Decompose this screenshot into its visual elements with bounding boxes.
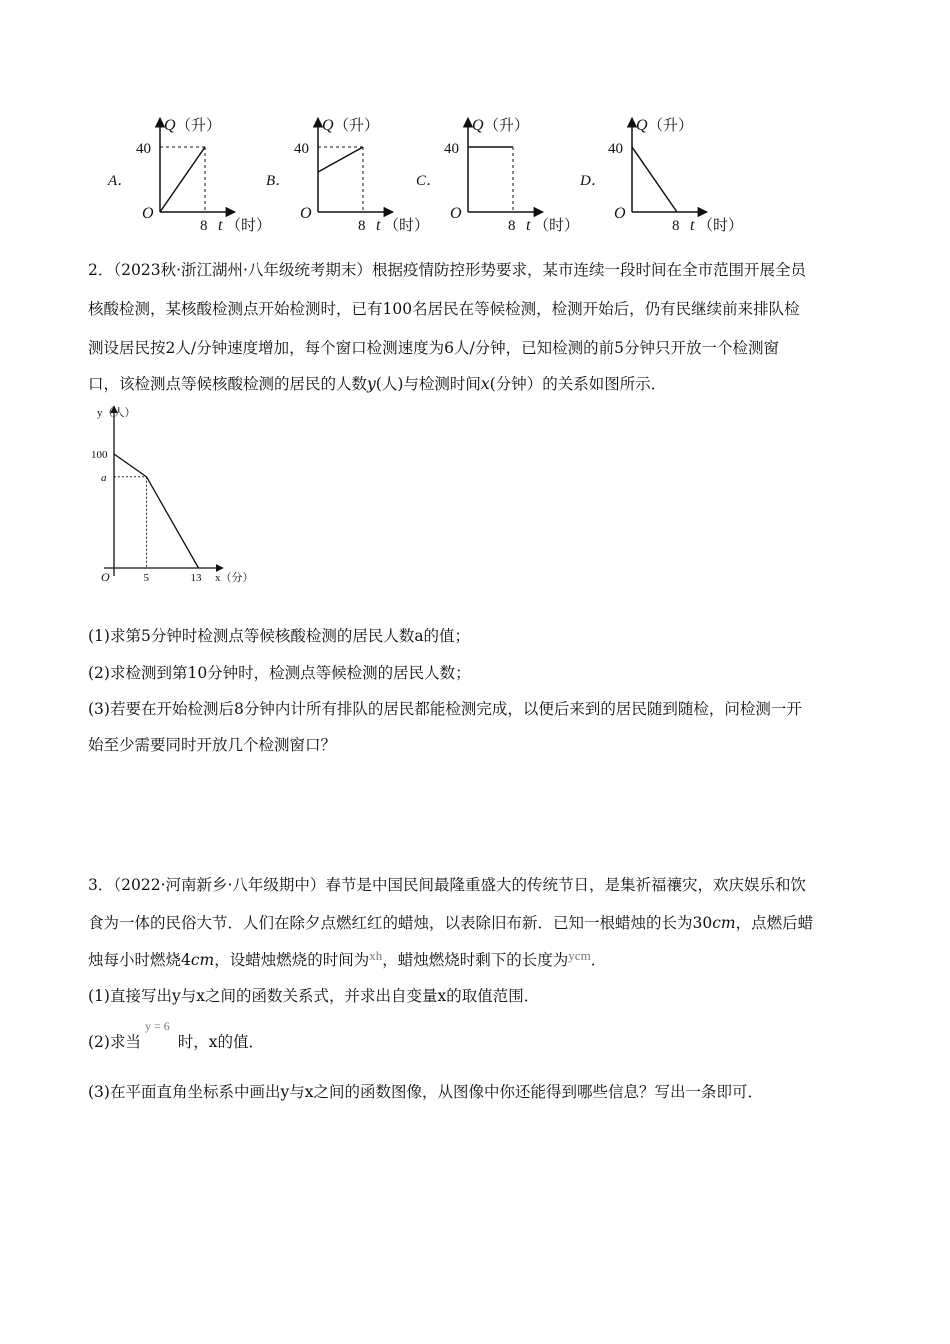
option-c-origin: O [450,205,462,222]
option-b-axis-t-unit: （时） [384,218,430,234]
option-b-graph-line [318,147,363,172]
q2-line-4 [88,372,868,394]
q3-number: 3． [88,876,114,894]
q3-formula-y6: y = 6 [144,1019,170,1033]
option-a-label: A． [108,173,133,189]
option-d-tick-40: 40 [608,141,623,157]
option-d-axis-t-unit: （时） [698,218,744,234]
options-figure [0,0,950,245]
q3-source: （2022·河南新乡·八年级期中） [113,876,326,894]
option-a-axis-t: t [218,217,223,234]
q2-x-tick-5: 5 [143,572,149,584]
q2-var-y: y [367,375,376,393]
q2-var-x: x [480,375,490,393]
option-a-axis-q: Q [164,117,176,134]
q3-line-2 [88,911,868,933]
q2-origin: O [101,570,110,584]
q2-line-2: 核酸检测，某核酸检测点开始检测时，已有100名居民在等候检测，检测开始后，仍有民继续前来排队检 [88,300,800,318]
q3-text-3b: ，设蜡烛燃烧的时间为 [214,951,370,969]
option-d-axis-q: Q [636,117,648,134]
option-b-axis-q: Q [322,117,334,134]
q3-text-3c: ，蜡烛燃烧时剩下的长度为 [382,951,569,969]
option-b-axis-t: t [376,217,381,234]
q2-x-label: x（分） [215,572,254,584]
option-d-origin: O [614,205,626,222]
option-b-axis-q-unit: （升） [334,118,380,134]
option-d-tick-8: 8 [672,218,680,234]
q2-source: （2023秋·浙江湖州·八年级统考期末） [113,261,372,279]
option-a-axis-t-unit: （时） [226,218,272,234]
q3-unit-cm-1: cm [712,914,736,932]
q2-text-1: 根据疫情防控形势要求，某市连续一段时间在全市范围开展全员 [371,261,806,279]
q2-text-4c: (分钟）的关系如图所示． [489,375,667,393]
q3-formula-ycm: ycm [568,948,591,963]
q2-x-tick-13: 13 [190,572,202,584]
option-a-axis-q-unit: （升） [176,118,222,134]
option-d-axis-t: t [690,217,695,234]
q2-text-4a: 口，该检测点等候核酸检测的居民的人数 [88,375,368,393]
q2-y-tick-a: a [101,471,107,484]
q3-text-2b: ，点燃后蜡 [735,914,814,932]
q3-part-3: (3)在平面直角坐标系中画出y与x之间的函数图像，从图像中你还能得到哪些信息？写出一条即可． [88,1083,763,1101]
q2-part-2: (2)求检测到第10分钟时，检测点等候检测的居民人数； [88,664,471,682]
option-c-tick-40: 40 [444,141,459,157]
option-c-label: C． [416,173,442,189]
option-d-axis-q-unit: （升） [648,118,694,134]
option-a-origin: O [142,205,154,222]
q3-text-3d: ． [590,951,607,969]
q2-graph-line [114,454,199,568]
q3-text-1: 春节是中国民间最隆重盛大的传统节日，是集祈福禳灾，欢庆娱乐和饮 [325,876,806,894]
q2-y-label: y（人） [97,407,136,419]
option-a-tick-8: 8 [200,218,208,234]
q2-graph [85,398,275,593]
option-c-axis-t: t [526,217,531,234]
q2-number: 2． [88,261,114,279]
option-a-tick-40: 40 [136,141,151,157]
q2-text-4b: (人)与检测时间 [375,375,481,393]
q2-line-3: 测设居民按2人/分钟速度增加，每个窗口检测速度为6人/分钟，已知检测的前5分钟只开放一个检测窗 [88,339,780,357]
q3-unit-cm-2: cm [190,951,215,969]
q3-part-2b: 时，x的值． [177,1033,264,1051]
option-b-origin: O [300,205,312,222]
option-b-tick-40: 40 [294,141,309,157]
q2-part-3: (3)若要在开始检测后8分钟内计所有排队的居民都能检测完成，以便后来到的居民随到随检，问检测一开 [88,700,802,718]
q3-text-2a: 食为一体的民俗大节．人们在除夕点燃红红的蜡烛，以表除旧布新．已知一根蜡烛的长为30 [88,914,713,932]
q3-line-3 [88,948,868,970]
q3-part-2 [88,1019,868,1052]
option-d-graph-line [632,147,677,212]
option-b-label: B． [266,173,291,189]
option-c-axis-t-unit: （时） [534,218,580,234]
q3-formula-xh: xh [369,948,383,963]
q3-part-2a: (2)求当 [88,1033,141,1051]
option-c-axis-q: Q [472,117,484,134]
q3-part-1: (1)直接写出y与x之间的函数关系式，并求出自变量x的取值范围． [88,987,540,1005]
q2-part-1: (1)求第5分钟时检测点等候核酸检测的居民人数a的值； [88,627,471,645]
q3-line-1 [88,873,868,895]
option-a-graph-line [160,147,205,212]
option-d-label: D． [580,173,606,189]
q3-text-3a: 烛每小时燃烧4 [88,951,191,969]
q2-line-1 [88,258,868,280]
option-c-tick-8: 8 [508,218,516,234]
q2-y-tick-100: 100 [91,449,108,461]
option-b-tick-8: 8 [358,218,366,234]
option-c-axis-q-unit: （升） [484,118,530,134]
q2-part-3-cont: 始至少需要同时开放几个检测窗口？ [88,736,337,754]
